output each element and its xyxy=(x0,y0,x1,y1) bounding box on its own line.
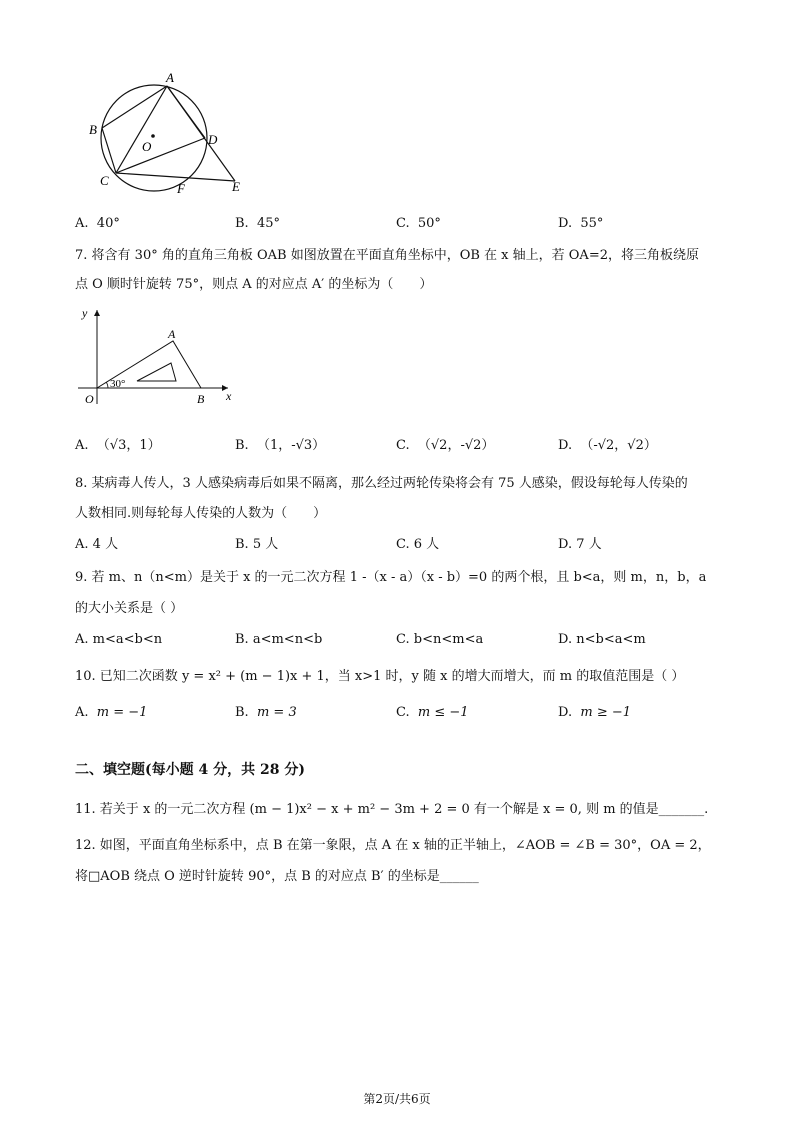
q7-option-b[interactable]: B. （1，-√3） xyxy=(235,438,326,453)
q6-option-c[interactable]: C. 50° xyxy=(396,216,441,231)
q9-option-b[interactable]: B. a<m<n<b xyxy=(235,632,323,647)
q9-stem-line2: 的大小关系是（ ） xyxy=(75,601,184,616)
label-a: A xyxy=(168,327,176,341)
segment-ce xyxy=(116,173,235,181)
q10-stem: 10. 已知二次函数 y = x² + (m − 1)x + 1，当 x>1 时，y 随 x 的增大而增大，而 m 的取值范围是（ ） xyxy=(75,669,685,684)
q10-option-a[interactable]: A. m = −1 xyxy=(75,705,148,720)
q7-option-d-text: （-√2，√2） xyxy=(580,438,657,453)
q6-option-b[interactable]: B. 45° xyxy=(235,216,280,231)
label-origin: O xyxy=(85,392,94,406)
q10-option-b-text: m = 3 xyxy=(256,705,297,720)
triangle-coordinate-figure xyxy=(78,304,248,409)
q7-stem-line1: 7. 将含有 30° 角的直角三角板 OAB 如图放置在平面直角坐标中，OB 在 x 轴上，若 OA=2，将三角板绕原 xyxy=(75,248,699,263)
q6-option-d[interactable]: D. 55° xyxy=(558,216,604,231)
q7-option-c-text: （√2，-√2） xyxy=(417,438,495,453)
q7-stem-line2: 点 O 顺时针旋转 75°，则点 A 的对应点 A′ 的坐标为（ ） xyxy=(75,277,433,292)
q7-option-b-text: （1，-√3） xyxy=(256,438,326,453)
section-fill-in-title: 二、填空题(每小题 4 分，共 28 分) xyxy=(75,762,305,778)
label-x: x xyxy=(226,389,232,403)
q10-option-c-text: m ≤ −1 xyxy=(417,705,469,720)
q8-option-c-text: 6 人 xyxy=(413,537,440,552)
label-y: y xyxy=(82,306,88,320)
q8-stem-line1: 8. 某病毒人传人，3 人感染病毒后如果不隔离，那么经过两轮传染将会有 75 人感染，假设每轮每人传染的 xyxy=(75,476,688,491)
label-o: O xyxy=(142,139,152,154)
q8-option-c[interactable]: C. 6 人 xyxy=(396,537,440,552)
q8-stem-line2: 人数相同.则每轮每人传染的人数为（ ） xyxy=(75,506,327,521)
q10-option-b[interactable]: B. m = 3 xyxy=(235,705,297,720)
label-c: C xyxy=(100,173,109,188)
segment-ac xyxy=(116,86,167,173)
circle-figure xyxy=(80,68,280,198)
label-b: B xyxy=(89,122,97,137)
q9-option-a[interactable]: A. m<a<b<n xyxy=(75,632,163,647)
q6-option-d-text: 55° xyxy=(580,216,604,231)
q6-option-a[interactable]: A. 40° xyxy=(75,216,120,231)
q10-option-d[interactable]: D. m ≥ −1 xyxy=(558,705,632,720)
q12-stem-line2: 将□AOB 绕点 O 逆时针旋转 90°，点 B 的对应点 B′ 的坐标是______ xyxy=(75,869,479,884)
q7-option-a[interactable]: A. （√3，1） xyxy=(75,438,161,453)
q8-option-a[interactable]: A. 4 人 xyxy=(75,537,119,552)
center-dot xyxy=(151,134,155,138)
q10-option-d-text: m ≥ −1 xyxy=(580,705,632,720)
inner-triangle xyxy=(137,363,176,381)
q9-option-d-text: n<b<a<m xyxy=(576,632,646,647)
segment-ae xyxy=(167,86,235,181)
label-d: D xyxy=(208,132,218,147)
q9-option-c[interactable]: C. b<n<m<a xyxy=(396,632,484,647)
q7-option-a-text: （√3，1） xyxy=(96,438,161,453)
label-angle: 30° xyxy=(110,378,126,390)
label-e: E xyxy=(232,179,240,194)
label-a: A xyxy=(166,70,174,85)
q9-option-c-text: b<n<m<a xyxy=(413,632,484,647)
q9-stem-line1: 9. 若 m、n（n<m）是关于 x 的一元二次方程 1 -（x - a）（x - b）=0 的两个根，且 b<a，则 m，n，b，a xyxy=(75,570,707,585)
q8-option-d-text: 7 人 xyxy=(576,537,602,552)
q9-option-a-text: m<a<b<n xyxy=(92,632,163,647)
q11-stem: 11. 若关于 x 的一元二次方程 (m − 1)x² − x + m² − 3m + 2 = 0 有一个解是 x = 0, 则 m 的值是_______. xyxy=(75,802,709,817)
angle-arc xyxy=(106,382,108,388)
q8-option-b[interactable]: B. 5 人 xyxy=(235,537,279,552)
q9-option-d[interactable]: D. n<b<a<m xyxy=(558,632,646,647)
q6-option-c-text: 50° xyxy=(417,216,441,231)
q10-option-c[interactable]: C. m ≤ −1 xyxy=(396,705,469,720)
q6-option-a-text: 40° xyxy=(96,216,120,231)
q7-option-c[interactable]: C. （√2，-√2） xyxy=(396,438,495,453)
label-b: B xyxy=(197,392,205,406)
q12-stem-line1: 12. 如图，平面直角坐标系中，点 B 在第一象限，点 A 在 x 轴的正半轴上，∠AOB = ∠B = 30°，OA = 2， xyxy=(75,838,711,853)
q8-option-b-text: 5 人 xyxy=(252,537,279,552)
q7-option-d[interactable]: D. （-√2，√2） xyxy=(558,438,657,453)
q8-option-d[interactable]: D. 7 人 xyxy=(558,537,602,552)
label-f: F xyxy=(177,181,185,196)
page-number: 第2页/共6页 xyxy=(363,1092,431,1106)
segment-cd xyxy=(116,138,205,173)
q10-option-a-text: m = −1 xyxy=(96,705,148,720)
q9-option-b-text: a<m<n<b xyxy=(252,632,323,647)
q6-option-b-text: 45° xyxy=(256,216,280,231)
q8-option-a-text: 4 人 xyxy=(92,537,119,552)
